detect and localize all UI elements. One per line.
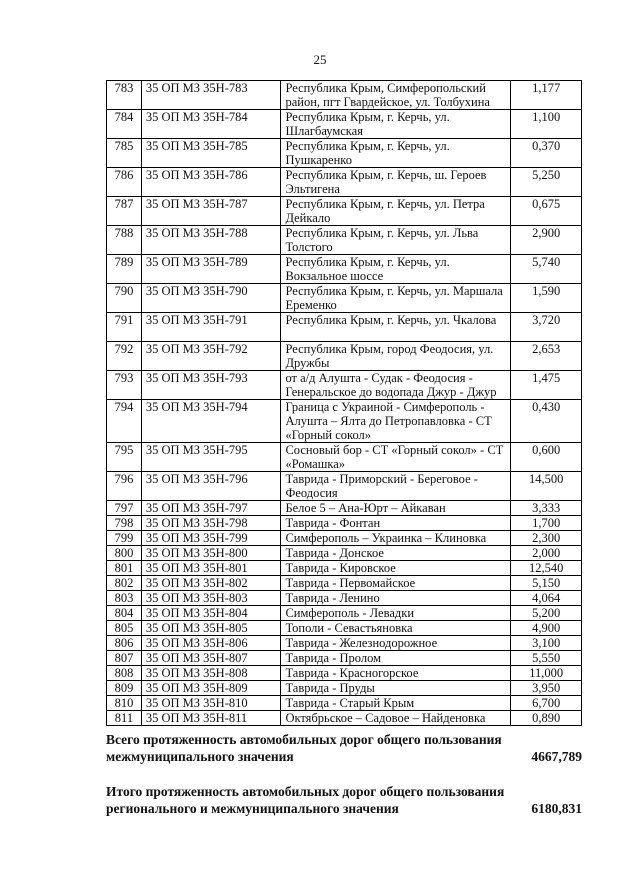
road-name-cell: Тополи - Севастьяновка xyxy=(281,621,511,636)
roads-table-body xyxy=(107,81,582,726)
table-row xyxy=(107,621,582,636)
road-name-cell: Белое 5 – Ана-Юрт – Айкаван xyxy=(281,501,511,516)
road-id-cell: 35 ОП МЗ 35Н-793 xyxy=(141,371,281,400)
table-row xyxy=(107,472,582,501)
road-id-cell: 35 ОП МЗ 35Н-786 xyxy=(141,168,281,197)
table-row xyxy=(107,681,582,696)
row-number-cell: 784 xyxy=(107,110,142,139)
road-name-cell: Сосновый бор - СТ «Горный сокол» - СТ «Ромашка» xyxy=(281,443,511,472)
road-name-cell: Республика Крым, г. Керчь, ш. Героев Эльтигена xyxy=(281,168,511,197)
road-length-cell: 1,590 xyxy=(511,284,582,313)
row-number-cell: 789 xyxy=(107,255,142,284)
road-name-cell: Таврида - Железнодорожное xyxy=(281,636,511,651)
row-number-cell: 801 xyxy=(107,561,142,576)
road-name-cell: Таврида - Красногорское xyxy=(281,666,511,681)
row-number-cell: 800 xyxy=(107,546,142,561)
road-id-cell: 35 ОП МЗ 35Н-810 xyxy=(141,696,281,711)
road-length-cell: 12,540 xyxy=(511,561,582,576)
road-id-cell: 35 ОП МЗ 35Н-809 xyxy=(141,681,281,696)
row-number-cell: 805 xyxy=(107,621,142,636)
road-id-cell: 35 ОП МЗ 35Н-785 xyxy=(141,139,281,168)
row-number-cell: 807 xyxy=(107,651,142,666)
table-row xyxy=(107,666,582,681)
overall-total-value: 6180,831 xyxy=(531,801,582,816)
road-id-cell: 35 ОП МЗ 35Н-791 xyxy=(141,313,281,342)
road-length-cell: 5,740 xyxy=(511,255,582,284)
overall-total-label: Итого протяженность автомобильных дорог общего пользования регионального и межмуниципального значения xyxy=(106,784,505,816)
road-length-cell: 4,064 xyxy=(511,591,582,606)
road-length-cell: 0,600 xyxy=(511,443,582,472)
road-length-cell: 0,370 xyxy=(511,139,582,168)
table-row xyxy=(107,696,582,711)
road-length-cell: 6,700 xyxy=(511,696,582,711)
road-name-cell: Таврида - Старый Крым xyxy=(281,696,511,711)
road-name-cell: Симферополь – Украинка – Клиновка xyxy=(281,531,511,546)
row-number-cell: 809 xyxy=(107,681,142,696)
road-name-cell: Республика Крым, г. Керчь, ул. Шлагбаумская xyxy=(281,110,511,139)
table-row xyxy=(107,197,582,226)
road-length-cell: 3,950 xyxy=(511,681,582,696)
row-number-cell: 787 xyxy=(107,197,142,226)
road-id-cell: 35 ОП МЗ 35Н-790 xyxy=(141,284,281,313)
road-name-cell: Граница с Украиной - Симферополь - Алушта – Ялта до Петропавловка - СТ «Горный сокол» xyxy=(281,400,511,443)
road-length-cell: 11,000 xyxy=(511,666,582,681)
road-name-cell: Республика Крым, г. Керчь, ул. Маршала Еременко xyxy=(281,284,511,313)
row-number-cell: 793 xyxy=(107,371,142,400)
table-row xyxy=(107,400,582,443)
road-length-cell: 5,250 xyxy=(511,168,582,197)
road-length-cell: 3,333 xyxy=(511,501,582,516)
road-length-cell: 0,430 xyxy=(511,400,582,443)
row-number-cell: 810 xyxy=(107,696,142,711)
row-number-cell: 788 xyxy=(107,226,142,255)
road-name-cell: Таврида - Приморский - Береговое - Феодосия xyxy=(281,472,511,501)
table-row xyxy=(107,516,582,531)
row-number-cell: 795 xyxy=(107,443,142,472)
road-name-cell: Таврида - Пролом xyxy=(281,651,511,666)
row-number-cell: 798 xyxy=(107,516,142,531)
row-number-cell: 783 xyxy=(107,81,142,110)
road-name-cell: Республика Крым, г. Керчь, ул. Вокзальное шоссе xyxy=(281,255,511,284)
road-name-cell: Республика Крым, Симферопольский район, пгт Гвардейское, ул. Толбухина xyxy=(281,81,511,110)
road-id-cell: 35 ОП МЗ 35Н-811 xyxy=(141,711,281,726)
road-id-cell: 35 ОП МЗ 35Н-795 xyxy=(141,443,281,472)
table-row xyxy=(107,226,582,255)
road-id-cell: 35 ОП МЗ 35Н-807 xyxy=(141,651,281,666)
road-length-cell: 2,300 xyxy=(511,531,582,546)
road-length-cell: 4,900 xyxy=(511,621,582,636)
road-id-cell: 35 ОП МЗ 35Н-805 xyxy=(141,621,281,636)
intermunicipal-total-label: Всего протяженность автомобильных дорог общего пользования межмуниципального значения xyxy=(106,732,502,764)
road-id-cell: 35 ОП МЗ 35Н-784 xyxy=(141,110,281,139)
road-id-cell: 35 ОП МЗ 35Н-802 xyxy=(141,576,281,591)
road-name-cell: Таврида - Ленино xyxy=(281,591,511,606)
road-name-cell: Таврида - Кировское xyxy=(281,561,511,576)
row-number-cell: 806 xyxy=(107,636,142,651)
road-id-cell: 35 ОП МЗ 35Н-792 xyxy=(141,342,281,371)
table-row xyxy=(107,255,582,284)
road-length-cell: 3,100 xyxy=(511,636,582,651)
table-row xyxy=(107,576,582,591)
road-id-cell: 35 ОП МЗ 35Н-800 xyxy=(141,546,281,561)
road-length-cell: 0,890 xyxy=(511,711,582,726)
table-row xyxy=(107,531,582,546)
road-length-cell: 1,700 xyxy=(511,516,582,531)
row-number-cell: 799 xyxy=(107,531,142,546)
table-row xyxy=(107,546,582,561)
row-number-cell: 791 xyxy=(107,313,142,342)
table-row xyxy=(107,711,582,726)
road-length-cell: 14,500 xyxy=(511,472,582,501)
table-row xyxy=(107,651,582,666)
road-id-cell: 35 ОП МЗ 35Н-783 xyxy=(141,81,281,110)
road-length-cell: 2,000 xyxy=(511,546,582,561)
intermunicipal-total xyxy=(106,731,582,765)
road-id-cell: 35 ОП МЗ 35Н-788 xyxy=(141,226,281,255)
row-number-cell: 797 xyxy=(107,501,142,516)
road-name-cell: Таврида - Пруды xyxy=(281,681,511,696)
table-row xyxy=(107,501,582,516)
page-number: 25 xyxy=(313,52,327,67)
table-row xyxy=(107,284,582,313)
road-length-cell: 1,475 xyxy=(511,371,582,400)
road-name-cell: Октябрьское – Садовое – Найденовка xyxy=(281,711,511,726)
road-id-cell: 35 ОП МЗ 35Н-804 xyxy=(141,606,281,621)
row-number-cell: 804 xyxy=(107,606,142,621)
road-id-cell: 35 ОП МЗ 35Н-789 xyxy=(141,255,281,284)
table-row xyxy=(107,606,582,621)
road-id-cell: 35 ОП МЗ 35Н-797 xyxy=(141,501,281,516)
roads-table xyxy=(106,80,582,726)
table-row xyxy=(107,371,582,400)
road-id-cell: 35 ОП МЗ 35Н-808 xyxy=(141,666,281,681)
row-number-cell: 786 xyxy=(107,168,142,197)
table-row xyxy=(107,110,582,139)
table-row xyxy=(107,443,582,472)
table-row xyxy=(107,139,582,168)
table-row xyxy=(107,313,582,342)
road-name-cell: Таврида - Фонтан xyxy=(281,516,511,531)
road-id-cell: 35 ОП МЗ 35Н-806 xyxy=(141,636,281,651)
road-name-cell: Симферополь - Левадки xyxy=(281,606,511,621)
intermunicipal-total-value: 4667,789 xyxy=(531,749,582,764)
road-id-cell: 35 ОП МЗ 35Н-801 xyxy=(141,561,281,576)
overall-total xyxy=(106,783,582,817)
road-length-cell: 1,100 xyxy=(511,110,582,139)
road-length-cell: 5,200 xyxy=(511,606,582,621)
road-name-cell: от а/д Алушта - Судак - Феодосия - Генеральское до водопада Джур - Джур xyxy=(281,371,511,400)
row-number-cell: 803 xyxy=(107,591,142,606)
row-number-cell: 792 xyxy=(107,342,142,371)
road-id-cell: 35 ОП МЗ 35Н-787 xyxy=(141,197,281,226)
road-name-cell: Республика Крым, г. Керчь, ул. Пушкаренко xyxy=(281,139,511,168)
row-number-cell: 796 xyxy=(107,472,142,501)
road-name-cell: Республика Крым, г. Керчь, ул. Льва Толстого xyxy=(281,226,511,255)
road-length-cell: 1,177 xyxy=(511,81,582,110)
road-length-cell: 5,150 xyxy=(511,576,582,591)
road-length-cell: 5,550 xyxy=(511,651,582,666)
road-id-cell: 35 ОП МЗ 35Н-799 xyxy=(141,531,281,546)
road-name-cell: Республика Крым, г. Керчь, ул. Петра Дейкало xyxy=(281,197,511,226)
road-name-cell: Республика Крым, г. Керчь, ул. Чкалова xyxy=(281,313,511,342)
road-length-cell: 3,720 xyxy=(511,313,582,342)
table-row xyxy=(107,81,582,110)
row-number-cell: 785 xyxy=(107,139,142,168)
road-name-cell: Таврида - Первомайское xyxy=(281,576,511,591)
table-row xyxy=(107,636,582,651)
row-number-cell: 794 xyxy=(107,400,142,443)
road-length-cell: 0,675 xyxy=(511,197,582,226)
row-number-cell: 802 xyxy=(107,576,142,591)
road-id-cell: 35 ОП МЗ 35Н-803 xyxy=(141,591,281,606)
road-id-cell: 35 ОП МЗ 35Н-798 xyxy=(141,516,281,531)
table-row xyxy=(107,591,582,606)
table-row xyxy=(107,561,582,576)
table-row xyxy=(107,342,582,371)
road-length-cell: 2,653 xyxy=(511,342,582,371)
road-id-cell: 35 ОП МЗ 35Н-796 xyxy=(141,472,281,501)
row-number-cell: 811 xyxy=(107,711,142,726)
row-number-cell: 808 xyxy=(107,666,142,681)
road-name-cell: Республика Крым, город Феодосия, ул. Дружбы xyxy=(281,342,511,371)
road-name-cell: Таврида - Донское xyxy=(281,546,511,561)
road-length-cell: 2,900 xyxy=(511,226,582,255)
road-id-cell: 35 ОП МЗ 35Н-794 xyxy=(141,400,281,443)
row-number-cell: 790 xyxy=(107,284,142,313)
table-row xyxy=(107,168,582,197)
